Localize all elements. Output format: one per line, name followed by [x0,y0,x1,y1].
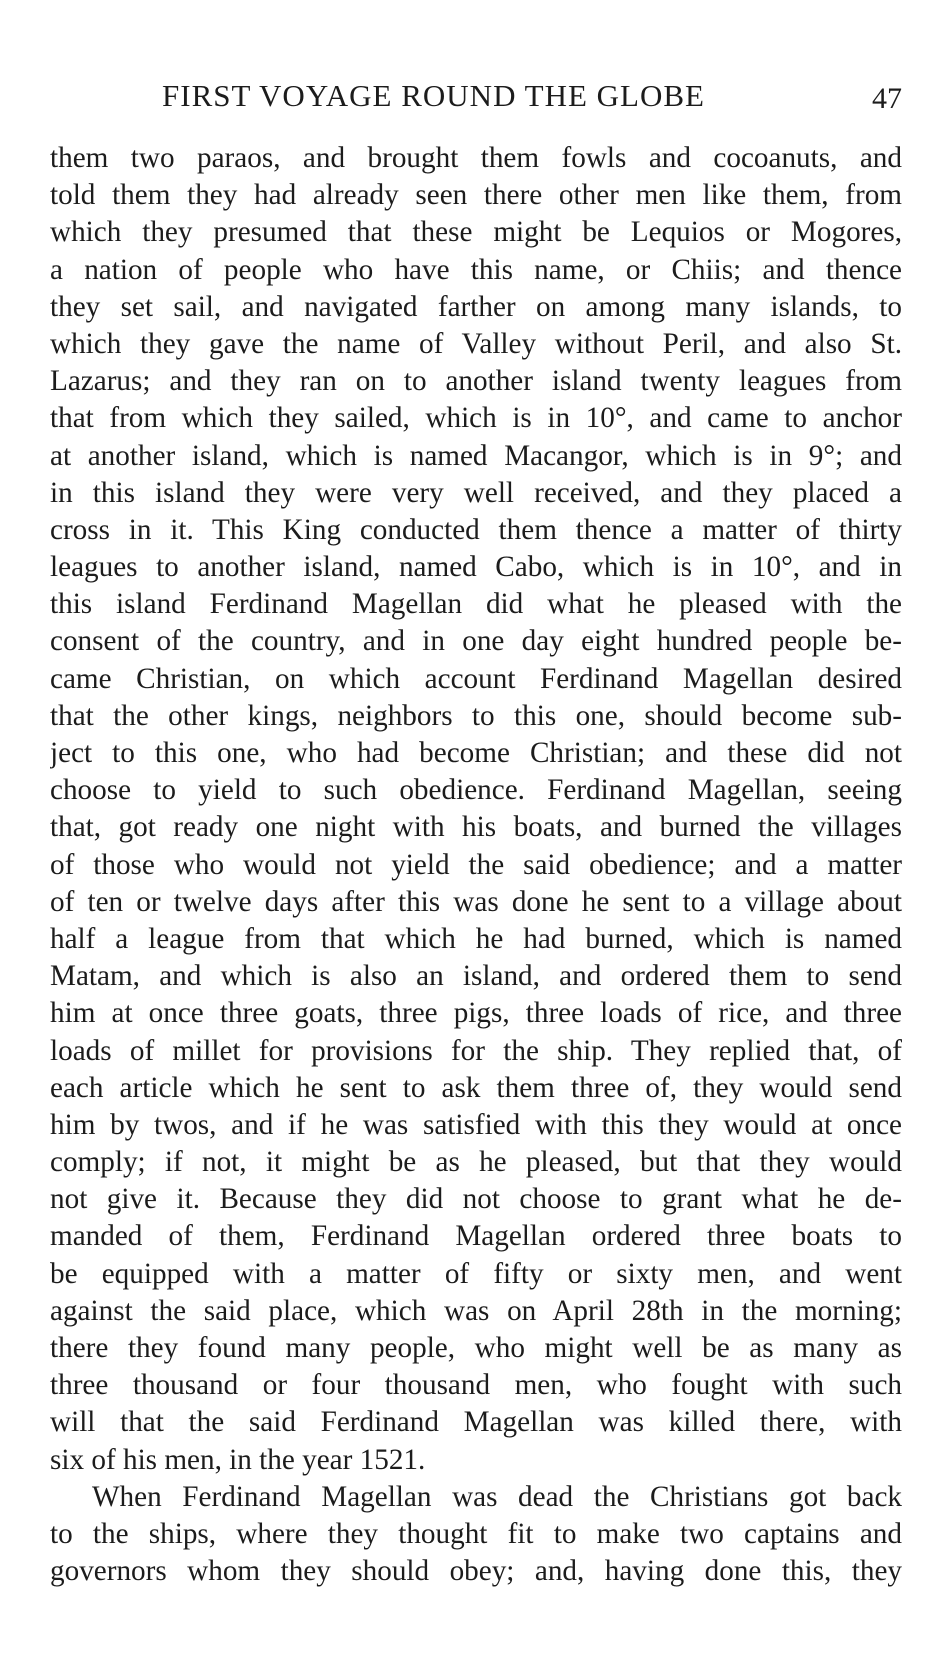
text-line: against the said place, which was on April 28th in the morning; [50,1294,902,1327]
text-line: that the other kings, neighbors to this one, should become sub- [50,699,902,732]
text-line: will that the said Ferdinand Magellan was killed there, with [50,1406,902,1439]
text-line: of those who would not yield the said obedience; and a matter [50,848,902,881]
text-line: not give it. Because they did not choose to grant what he de- [50,1183,902,1216]
running-title: FIRST VOYAGE ROUND THE GLOBE [162,78,705,113]
text-line: this island Ferdinand Magellan did what he pleased with the [50,588,902,621]
text-line: that from which they sailed, which is in 10°, and came to anchor [50,402,902,435]
text-line: that, got ready one night with his boats, and burned the villages [50,811,902,844]
text-line: cross in it. This King conducted them thence a matter of thirty [50,513,902,546]
text-line: choose to yield to such obedience. Ferdinand Magellan, seeing [50,774,902,807]
paragraph-2 [50,1479,902,1591]
text-line: a nation of people who have this name, or Chiis; and thence [50,253,902,286]
text-line: at another island, which is named Macangor, which is in 9°; and [50,439,902,472]
text-line: they set sail, and navigated farther on among many islands, to [50,290,902,323]
text-line: six of his men, in the year 1521. [50,1443,426,1476]
text-line: loads of millet for provisions for the ship. They replied that, of [50,1034,902,1067]
text-line: Matam, and which is also an island, and ordered them to send [50,960,902,993]
page-number: 47 [872,82,902,115]
text-line: comply; if not, it might be as he pleased, but that they would [50,1146,902,1179]
text-line: three thousand or four thousand men, who fought with such [50,1369,902,1402]
paragraph-1 [50,140,902,1479]
text-line: in this island they were very well received, and they placed a [50,476,902,509]
text-line: half a league from that which he had burned, which is named [50,922,902,955]
text-line: of ten or twelve days after this was done he sent to a village about [50,885,902,918]
text-line: be equipped with a matter of fifty or sixty men, and went [50,1257,902,1290]
text-line: ject to this one, who had become Christian; and these did not [50,737,902,769]
text-line: them two paraos, and brought them fowls and cocoanuts, and [50,142,902,174]
text-line: to the ships, where they thought fit to make two captains and [50,1517,902,1550]
text-line: governors whom they should obey; and, having done this, they [50,1555,902,1588]
text-line: manded of them, Ferdinand Magellan ordered three boats to [50,1220,902,1253]
body-text [50,140,902,1590]
text-line: told them they had already seen there other men like them, from [50,179,902,212]
text-line: When Ferdinand Magellan was dead the Christians got back [92,1480,902,1513]
text-line: came Christian, on which account Ferdinand Magellan desired [50,662,902,695]
text-line: which they gave the name of Valley without Peril, and also St. [50,327,902,360]
text-line: leagues to another island, named Cabo, which is in 10°, and in [50,551,902,584]
text-line: Lazarus; and they ran on to another island twenty leagues from [50,365,902,398]
text-line: consent of the country, and in one day eight hundred people be- [50,625,902,658]
text-line: each article which he sent to ask them three of, they would send [50,1071,902,1104]
text-line: him by twos, and if he was satisfied with this they would at once [50,1108,902,1141]
running-head [50,78,902,122]
text-line: there they found many people, who might well be as many as [50,1332,902,1364]
text-line: which they presumed that these might be Lequios or Mogores, [50,216,902,249]
text-line: him at once three goats, three pigs, three loads of rice, and three [50,997,902,1030]
